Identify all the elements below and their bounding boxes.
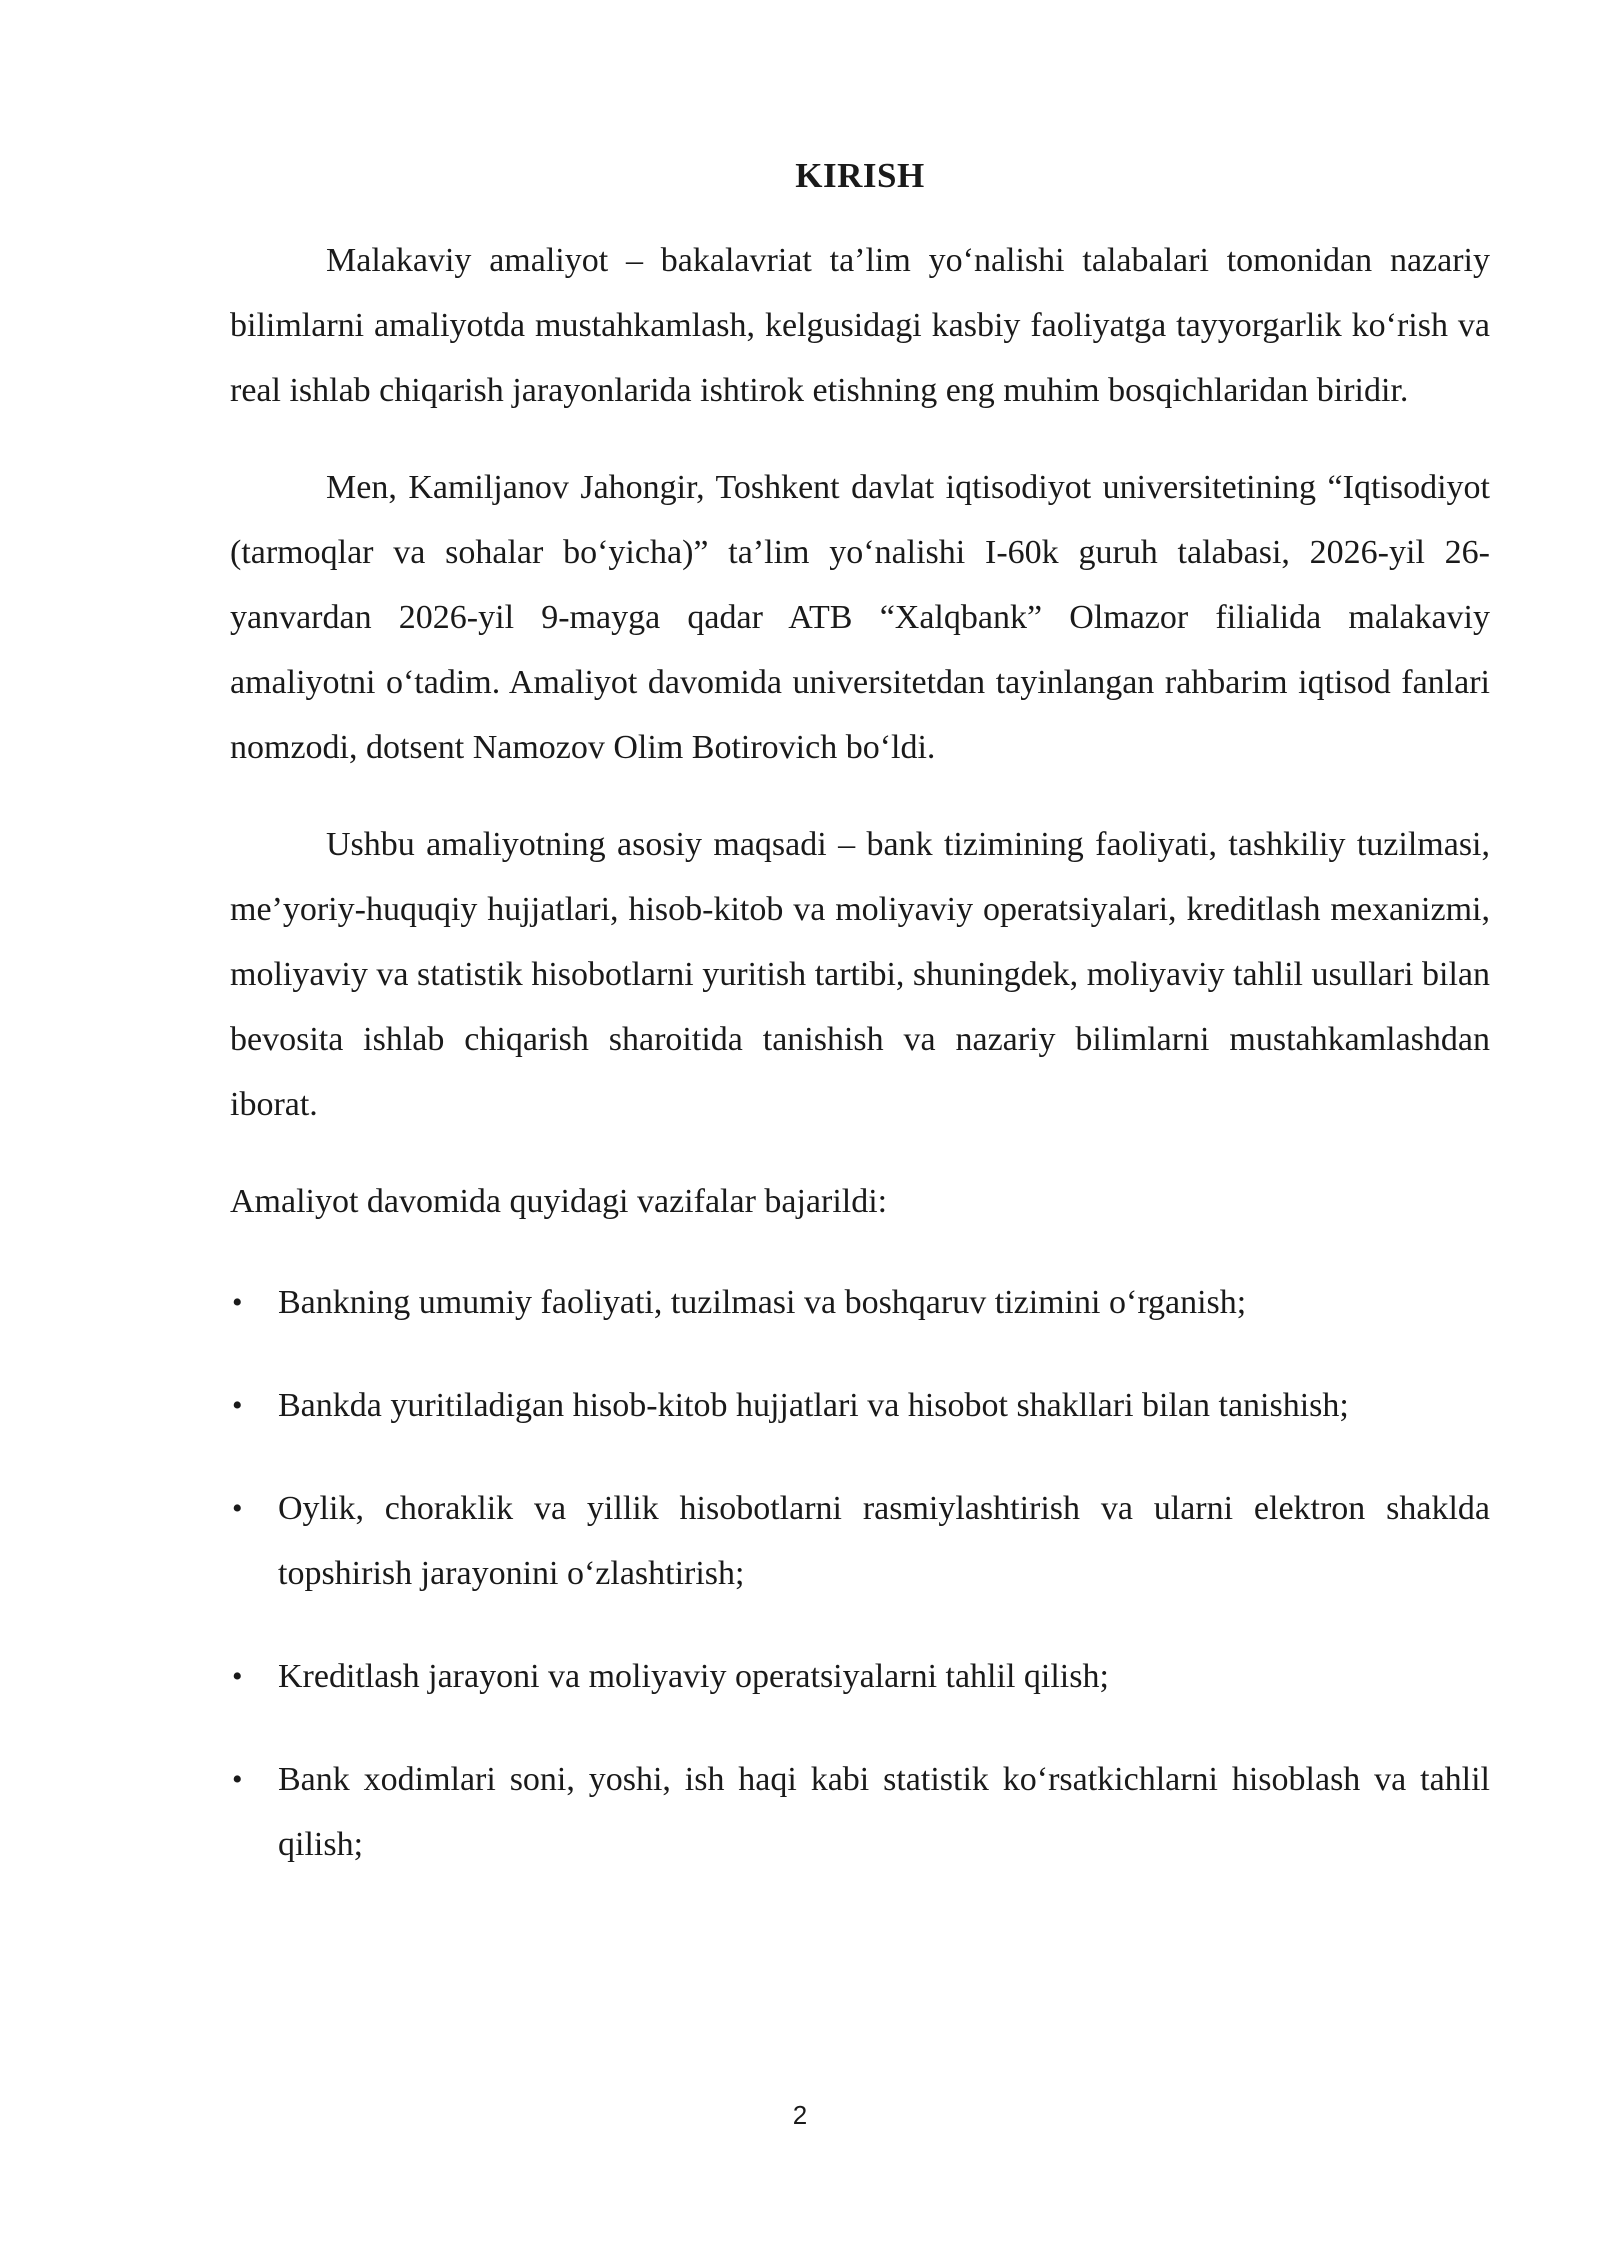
page-number: 2 — [792, 2100, 808, 2130]
list-item-text: Oylik, choraklik va yillik hisobotlarni rasmiylashtirish va ularni elektron shaklda topshirish jarayonini o‘zlashtirish; — [278, 1490, 1490, 1592]
bullet-icon: • — [232, 1286, 243, 1319]
list-item — [230, 1476, 1490, 1606]
page-content — [230, 150, 1490, 1915]
paragraph-intro: Malakaviy amaliyot – bakalavriat ta’lim yo‘nalishi talabalari tomonidan nazariy bilimlarni amaliyotda mustahkamlash, kelgusidagi kasbiy faoliyatga tayyorgarlik ko‘rish va real ishlab chiqarish jarayonlarida ishtirok etishning eng muhim bosqichlaridan biridir. — [230, 242, 1490, 409]
list-item-text: Bankda yuritiladigan hisob-kitob hujjatlari va hisobot shakllari bilan tanishish; — [278, 1387, 1349, 1424]
list-item — [230, 1373, 1490, 1438]
list-item — [230, 1747, 1490, 1877]
list-item-text: Bank xodimlari soni, yoshi, ish haqi kabi statistik ko‘rsatkichlarni hisoblash va tahlil qilish; — [278, 1761, 1490, 1863]
bullet-icon: • — [232, 1389, 243, 1422]
bullet-icon: • — [232, 1660, 243, 1693]
paragraph-student-info: Men, Kamiljanov Jahongir, Toshkent davlat iqtisodiyot universitetining “Iqtisodiyot (tarmoqlar va sohalar bo‘yicha)” ta’lim yo‘nalishi I-60k guruh talabasi, 2026-yil 26-yanvardan 2026-yil 9-mayga qadar ATB “Xalqbank” Olmazor filialida malakaviy amaliyotni o‘tadim. Amaliyot davomida universitetdan tayinlangan rahbarim iqtisod fanlari nomzodi, dotsent Namozov Olim Botirovich bo‘ldi. — [230, 469, 1490, 766]
list-item — [230, 1270, 1490, 1335]
paragraph-purpose: Ushbu amaliyotning asosiy maqsadi – bank tizimining faoliyati, tashkiliy tuzilmasi, me’yoriy-huquqiy hujjatlari, hisob-kitob va moliyaviy operatsiyalari, kreditlash mexanizmi, moliyaviy va statistik hisobotlarni yuritish tartibi, shuningdek, moliyaviy tahlil usullari bilan bevosita ishlab chiqarish sharoitida tanishish va nazariy bilimlarni mustahkamlashdan iborat. — [230, 826, 1490, 1123]
bullet-icon: • — [232, 1763, 243, 1796]
section-title: KIRISH — [795, 156, 925, 195]
list-item-text: Bankning umumiy faoliyati, tuzilmasi va boshqaruv tizimini o‘rganish; — [278, 1284, 1247, 1321]
tasks-intro: Amaliyot davomida quyidagi vazifalar bajarildi: — [230, 1183, 888, 1220]
tasks-list — [230, 1270, 1490, 1877]
list-item — [230, 1644, 1490, 1709]
list-item-text: Kreditlash jarayoni va moliyaviy operatsiyalarni tahlil qilish; — [278, 1658, 1109, 1695]
bullet-icon: • — [232, 1492, 243, 1525]
